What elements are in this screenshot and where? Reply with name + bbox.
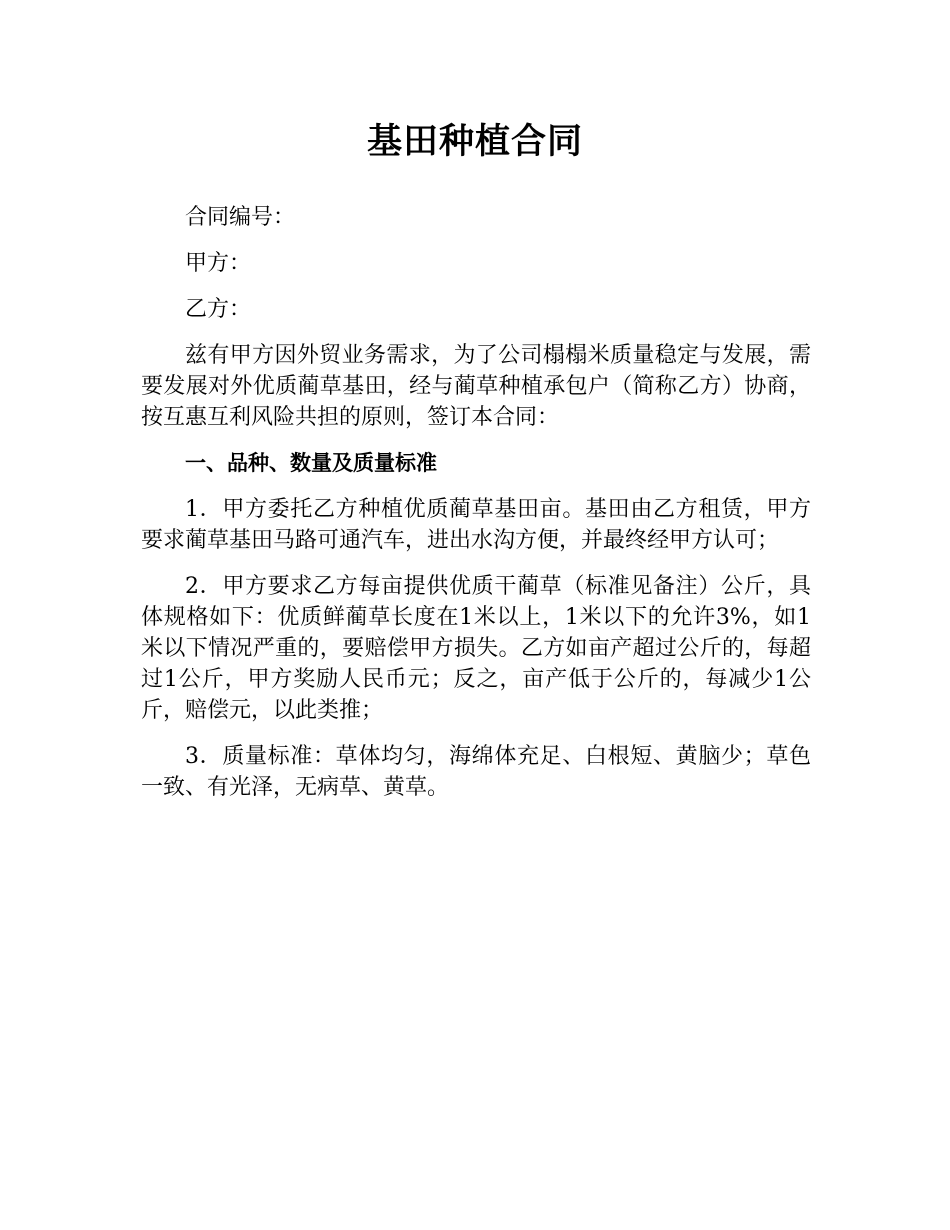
document-title: 基田种植合同 xyxy=(366,122,583,162)
document-body xyxy=(141,202,811,818)
party-a-field: 甲方： xyxy=(185,251,252,276)
contract-number-field: 合同编号： xyxy=(185,205,296,230)
party-b-field: 乙方： xyxy=(185,297,252,322)
section-item-3: 3．质量标准：草体均匀，海绵体充足、白根短、黄脑少；草色一致、有光泽，无病草、黄草。 xyxy=(141,744,811,800)
intro-paragraph: 兹有甲方因外贸业务需求，为了公司榻榻米质量稳定与发展，需要发展对外优质蔺草基田，经与蔺草种植承包户（简称乙方）协商，按互惠互利风险共担的原则，签订本合同： xyxy=(141,343,811,430)
section-item-1: 1．甲方委托乙方种植优质蔺草基田亩。基田由乙方租赁，甲方要求蔺草基田马路可通汽车，进出水沟方便，并最终经甲方认可； xyxy=(141,497,811,553)
section-heading: 一、品种、数量及质量标准 xyxy=(185,451,437,475)
section-item-2: 2．甲方要求乙方每亩提供优质干蔺草（标准见备注）公斤，具体规格如下：优质鲜蔺草长度在1米以上，1米以下的允许3%，如1米以下情况严重的，要赔偿甲方损失。乙方如亩产超过公斤的，每超过1公斤，甲方奖励人民币元；反之，亩产低于公斤的，每减少1公斤，赔偿元，以此类推； xyxy=(141,574,811,723)
